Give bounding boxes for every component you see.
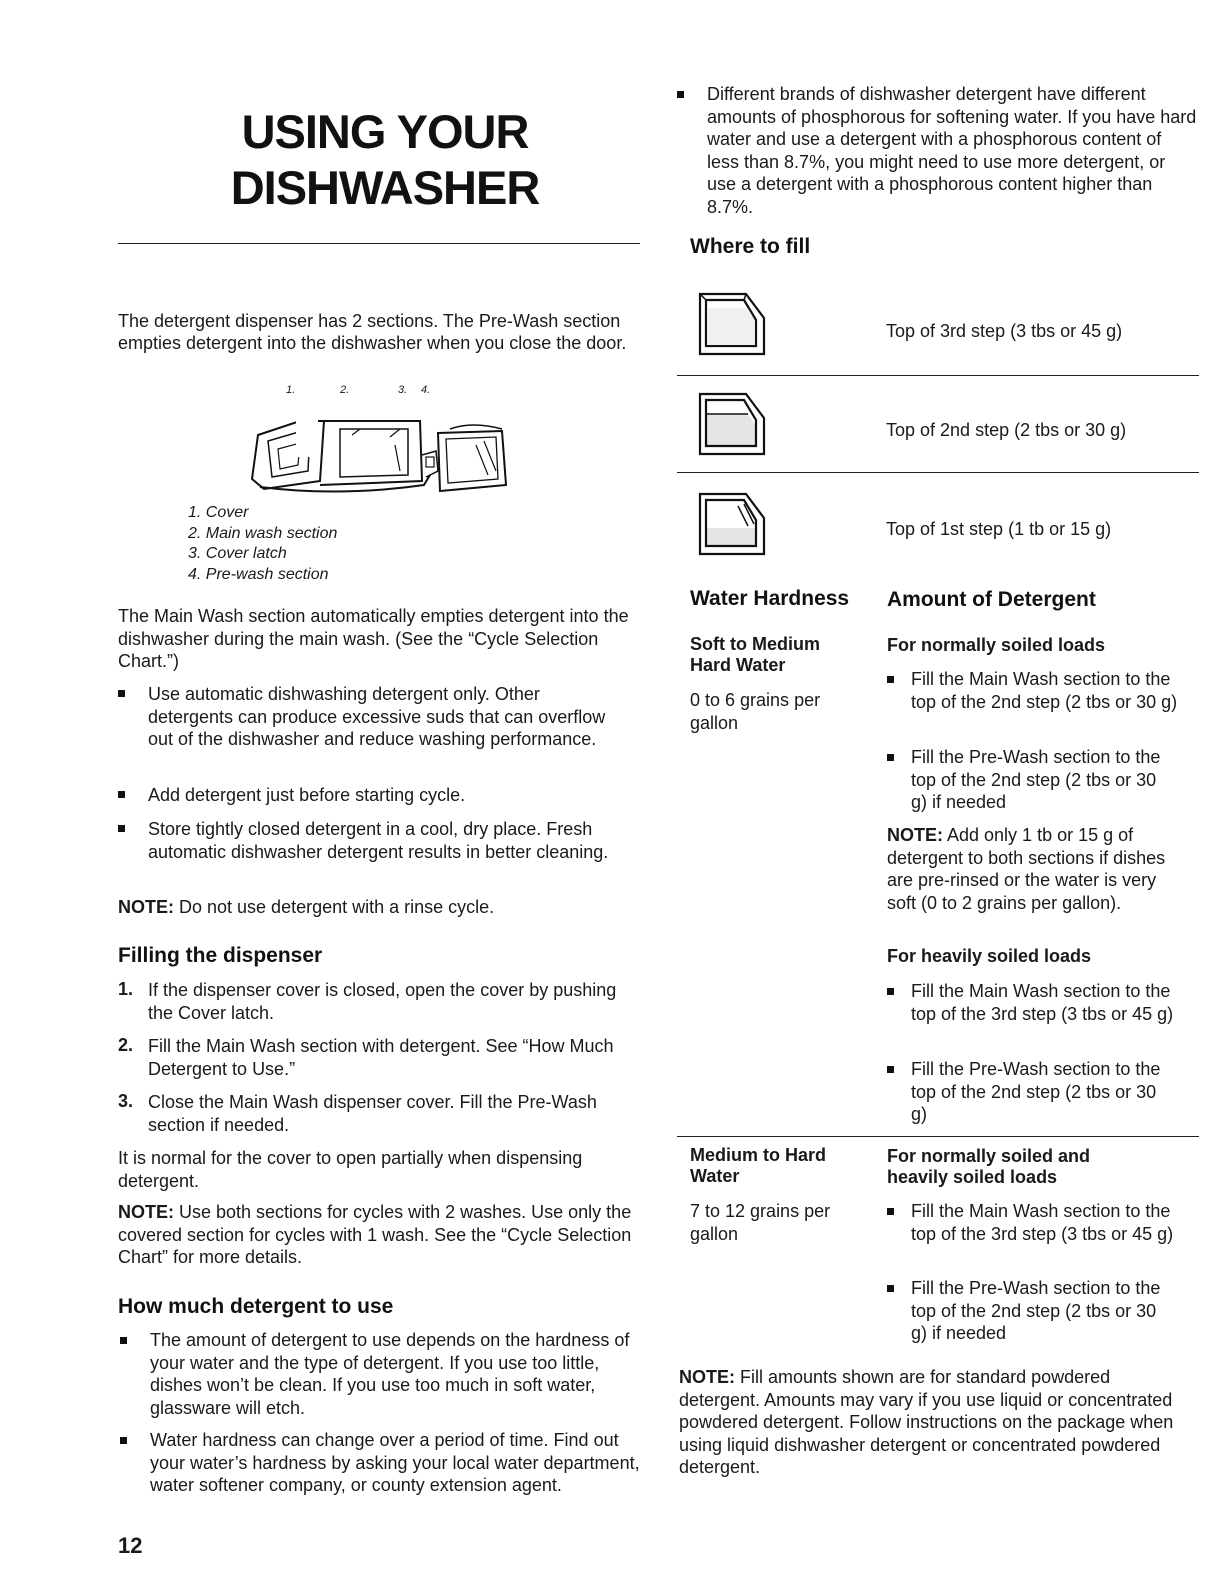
how-much-heading: How much detergent to use [118, 1295, 394, 1318]
where-row-3rd-step: Top of 3rd step (3 tbs or 45 g) [886, 321, 1123, 341]
amount-detergent-heading: Amount of Detergent [887, 588, 1096, 611]
hardness-medium-hard-value: 7 to 12 grains per gallon [690, 1201, 831, 1244]
bullet-hardness-change: Water hardness can change over a period of time. Find out your water’s hardness by asking your local water department, water softener company, or county extension agent. [150, 1430, 640, 1495]
table-row-divider [677, 1136, 1199, 1137]
figure-legend [188, 503, 337, 585]
bullet-marker [120, 1437, 127, 1444]
note-rinse-cycle [118, 896, 638, 919]
where-row-divider [677, 375, 1199, 376]
normal-partial-open: It is normal for the cover to open partially when dispensing detergent. [118, 1148, 583, 1191]
final-note [679, 1366, 1189, 1479]
step-2-text: Fill the Main Wash section with detergent. See “How Much Detergent to Use.” [148, 1036, 614, 1079]
where-row-1st-step: Top of 1st step (1 tb or 15 g) [886, 519, 1112, 539]
bullet-marker [118, 791, 125, 798]
filling-heading: Filling the dispenser [118, 944, 323, 967]
bullet-marker [118, 690, 125, 697]
bullet-store-detergent: Store tightly closed detergent in a cool, dry place. Fresh automatic dishwasher detergent results in better cleaning. [148, 819, 609, 862]
note-text: Add only 1 tb or 15 g of detergent to both sections if dishes are pre-rinsed or the water is very soft (0 to 2 grains per gallon). [887, 825, 1166, 913]
dispenser-illustration [240, 405, 520, 500]
step-number-3: 3. [118, 1091, 134, 1111]
note-label: NOTE: [679, 1367, 735, 1387]
legend-item-cover-latch: 3. Cover latch [188, 545, 287, 562]
row1-normal-bullet-main: Fill the Main Wash section to the top of the 2nd step (2 tbs or 30 g) [911, 669, 1178, 712]
page-title-line-1: USING YOUR [241, 105, 529, 158]
note-label: NOTE: [118, 897, 174, 917]
note-cycle-washes [118, 1201, 638, 1269]
page-number: 12 [118, 1533, 143, 1558]
step-1-fill-icon [698, 488, 768, 556]
page-title [150, 104, 620, 216]
bullet-marker [887, 754, 894, 761]
row1-heavy-bullet-main: Fill the Main Wash section to the top of the 3rd step (3 tbs or 45 g) [911, 981, 1174, 1024]
bullet-amount-depends: The amount of detergent to use depends on the hardness of your water and the type of detergent. If you use too little, dishes won’t be clean. If you use too much in soft water, glassware will etch. [150, 1330, 630, 1418]
where-to-fill-heading: Where to fill [690, 235, 811, 258]
hardness-medium-hard: Medium to Hard Water [690, 1145, 827, 1186]
note-label: NOTE: [887, 825, 943, 845]
legend-item-cover: 1. Cover [188, 504, 249, 521]
figure-number-2: 2. [340, 384, 350, 396]
note-text: Fill amounts shown are for standard powdered detergent. Amounts may vary if you use liquid or concentrated powdered detergent. Follow instructions on the package when using liquid dishwasher detergent or concentrated powdered detergent. [679, 1367, 1174, 1477]
page-title-line-2: DISHWASHER [230, 161, 540, 214]
heavy-loads-heading: For heavily soiled loads [887, 946, 1092, 966]
row1-heavy-bullet-pre: Fill the Pre-Wash section to the top of the 2nd step (2 tbs or 30 g) [911, 1059, 1161, 1124]
row1-note [887, 824, 1187, 914]
bullet-marker [887, 1208, 894, 1215]
bullet-phosphorous: Different brands of dishwasher detergent have different amounts of phosphorous for softening water. If you have hard water and use a detergent with a phosphorous content of less than 8.7%, you might need to use more detergent, or use a detergent with a phosphorous content higher than 8.7%. [707, 84, 1197, 217]
bullet-marker [887, 988, 894, 995]
normal-loads-heading: For normally soiled loads [887, 635, 1106, 655]
step-number-2: 2. [118, 1035, 134, 1055]
bullet-marker [677, 91, 684, 98]
note-text: Use both sections for cycles with 2 washes. Use only the covered section for cycles with 1 wash. See the “Cycle Selection Chart” for more details. [118, 1202, 632, 1267]
hardness-soft-medium: Soft to Medium Hard Water [690, 634, 820, 675]
bullet-marker [120, 1337, 127, 1344]
where-row-divider [677, 472, 1199, 473]
legend-item-main-wash: 2. Main wash section [188, 524, 338, 542]
normal-heavy-loads-heading: For normally soiled and heavily soiled loads [887, 1146, 1091, 1187]
legend-item-pre-wash: 4. Pre-wash section [188, 565, 329, 583]
step-2-fill-icon [698, 388, 768, 456]
step-3-text: Close the Main Wash dispenser cover. Fill the Pre-Wash section if needed. [148, 1092, 597, 1135]
step-3-fill-icon [698, 288, 768, 356]
bullet-marker [887, 1285, 894, 1292]
note-label: NOTE: [118, 1202, 174, 1222]
main-wash-paragraph: The Main Wash section automatically empties detergent into the dishwasher during the main wash. (See the “Cycle Selection Chart.”) [118, 606, 629, 671]
row1-normal-bullet-pre: Fill the Pre-Wash section to the top of the 2nd step (2 tbs or 30 g) if needed [911, 747, 1161, 812]
bullet-marker [118, 825, 125, 832]
figure-number-1: 1. [286, 384, 296, 396]
figure-number-3: 3. [398, 384, 408, 396]
dispenser-intro: The detergent dispenser has 2 sections. The Pre-Wash section empties detergent into the dishwasher when you close the door. [118, 311, 627, 353]
note-text: Do not use detergent with a rinse cycle. [174, 897, 495, 917]
hardness-soft-medium-value: 0 to 6 grains per gallon [690, 690, 821, 733]
bullet-add-before: Add detergent just before starting cycle. [148, 785, 466, 805]
step-1-text: If the dispenser cover is closed, open the cover by pushing the Cover latch. [148, 980, 617, 1023]
bullet-detergent-only: Use automatic dishwashing detergent only. Other detergents can produce excessive suds that can overflow out of the dishwasher and reduce washing performance. [148, 684, 606, 749]
title-divider [118, 243, 640, 244]
bullet-marker [887, 1066, 894, 1073]
row2-bullet-main: Fill the Main Wash section to the top of the 3rd step (3 tbs or 45 g) [911, 1201, 1174, 1244]
where-row-2nd-step: Top of 2nd step (2 tbs or 30 g) [886, 420, 1127, 440]
step-number-1: 1. [118, 979, 134, 999]
row2-bullet-pre: Fill the Pre-Wash section to the top of the 2nd step (2 tbs or 30 g) if needed [911, 1278, 1161, 1343]
water-hardness-heading: Water Hardness [690, 587, 850, 610]
figure-number-4: 4. [421, 384, 431, 396]
bullet-marker [887, 676, 894, 683]
